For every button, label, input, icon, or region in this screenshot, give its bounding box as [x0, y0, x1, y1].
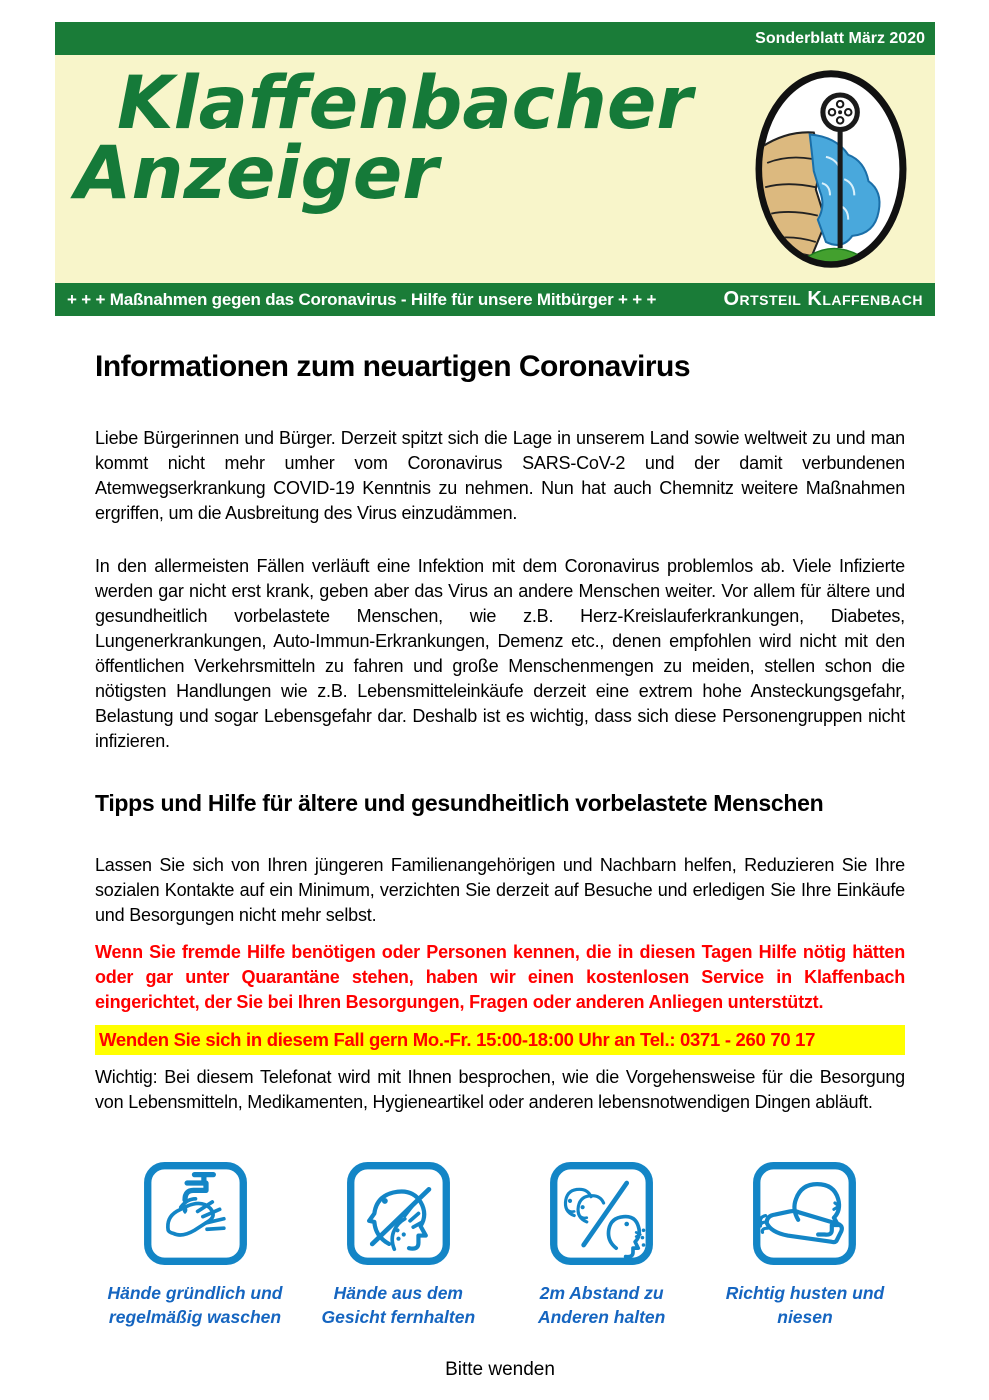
help-paragraph: Lassen Sie sich von Ihren jüngeren Familienangehörigen und Nachbarn helfen, Reduzieren Sie Ihre sozialen Kontakte auf ein Minimum, verzichten Sie derzeit auf Besuche und erledigen Sie Ihre Einkäufe und Besorgungen nicht mehr selbst.: [95, 855, 905, 925]
cough-into-elbow-cell: [705, 1161, 905, 1329]
hygiene-icons-row: [95, 1161, 905, 1329]
edition-label: Sonderblatt März 2020: [755, 29, 925, 47]
article-body: [95, 350, 905, 1381]
cough-into-elbow-caption: Richtig husten und niesen: [725, 1283, 885, 1327]
turn-page-note: Bitte wenden: [445, 1359, 555, 1381]
intro-paragraph: Liebe Bürgerinnen und Bürger. Derzeit spitzt sich die Lage in unserem Land sowie weltweit zu und man kommt nicht mehr umher vom Coronavirus SARS-CoV-2 und der damit verbundenen Atemwegserkrankung COVID-19 Kenntnis zu nehmen. Nun hat auch Chemnitz weitere Maßnahmen ergriffen, um die Ausbreitung des Virus einzudämmen.: [95, 428, 905, 523]
important-paragraph: Wichtig: Bei diesem Telefonat wird mit Ihnen besprochen, wie die Vorgehensweise für die Besorgung von Lebensmitteln, Medikamenten, Hygieneartikel oder anderen lebensnotwendigen Dingen abläuft.: [95, 1067, 905, 1112]
edition-bar: [55, 22, 935, 55]
wash-hands-icon: [143, 1161, 248, 1266]
wash-hands-caption: Hände gründlich und regelmäßig waschen: [107, 1283, 283, 1327]
ticker-bar: [55, 283, 935, 316]
wash-hands-cell: [95, 1161, 295, 1329]
hands-off-face-icon: [346, 1161, 451, 1266]
hands-off-face-cell: [298, 1161, 498, 1329]
masthead: [55, 22, 935, 316]
hands-off-face-caption: Hände aus dem Gesicht fernhalten: [321, 1283, 476, 1327]
tips-heading: Tipps und Hilfe für ältere und gesundheitlich vorbelastete Menschen: [95, 790, 824, 816]
article-heading: Informationen zum neuartigen Coronavirus: [95, 350, 691, 383]
keep-distance-cell: [502, 1161, 702, 1329]
klaffenbach-crest-icon: [755, 69, 907, 269]
district-label: Ortsteil Klaffenbach: [723, 288, 923, 310]
masthead-banner: [55, 55, 935, 283]
risk-paragraph: In den allermeisten Fällen verläuft eine Infektion mit dem Coronavirus problemlos ab. Viele Infizierte werden gar nicht erst krank, geben aber das Virus an andere Menschen weiter. Vor allem für ältere und gesundheitlich vorbelastete Menschen, wie z.B. Herz-Kreislauferkrankungen, Diabetes, Lungenerkrankungen, Auto-Immun-Erkrankungen, Demenz etc., denen empfohlen wird nicht mit den öffentlichen Verkehrsmitteln zu fahren und große Menschenmengen zu meiden, stellen schon die nötigsten Handlungen wie z.B. Lebensmitteleinkäufe derzeit eine extrem hohe Ansteckungsgefahr, Belastung und sogar Lebensgefahr dar. Deshalb ist es wichtig, dass sich diese Personengruppen nicht infizieren.: [95, 556, 905, 751]
keep-distance-icon: [549, 1161, 654, 1266]
service-alert-paragraph: Wenn Sie fremde Hilfe benötigen oder Personen kennen, die in diesen Tagen Hilfe nötig hätten oder gar unter Quarantäne stehen, haben wir einen kostenlosen Service in Klaffenbach eingerichtet, der Sie bei Ihren Besorgungen, Fragen oder anderen Anliegen unterstützt.: [95, 942, 905, 1012]
newsletter-title-line2: Anzeiger: [75, 131, 439, 217]
keep-distance-caption: 2m Abstand zu Anderen halten: [537, 1283, 666, 1327]
coat-of-arms-logo: [755, 69, 907, 269]
cough-into-elbow-icon: [752, 1161, 857, 1266]
ticker-text: + + + Maßnahmen gegen das Coronavirus - Hilfe für unsere Mitbürger + + +: [67, 289, 657, 309]
phone-highlight: Wenden Sie sich in diesem Fall gern Mo.-Fr. 15:00-18:00 Uhr an Tel.: 0371 - 260 70 17: [95, 1025, 905, 1055]
newsletter-title-line1: Klaffenbacher: [117, 61, 693, 146]
